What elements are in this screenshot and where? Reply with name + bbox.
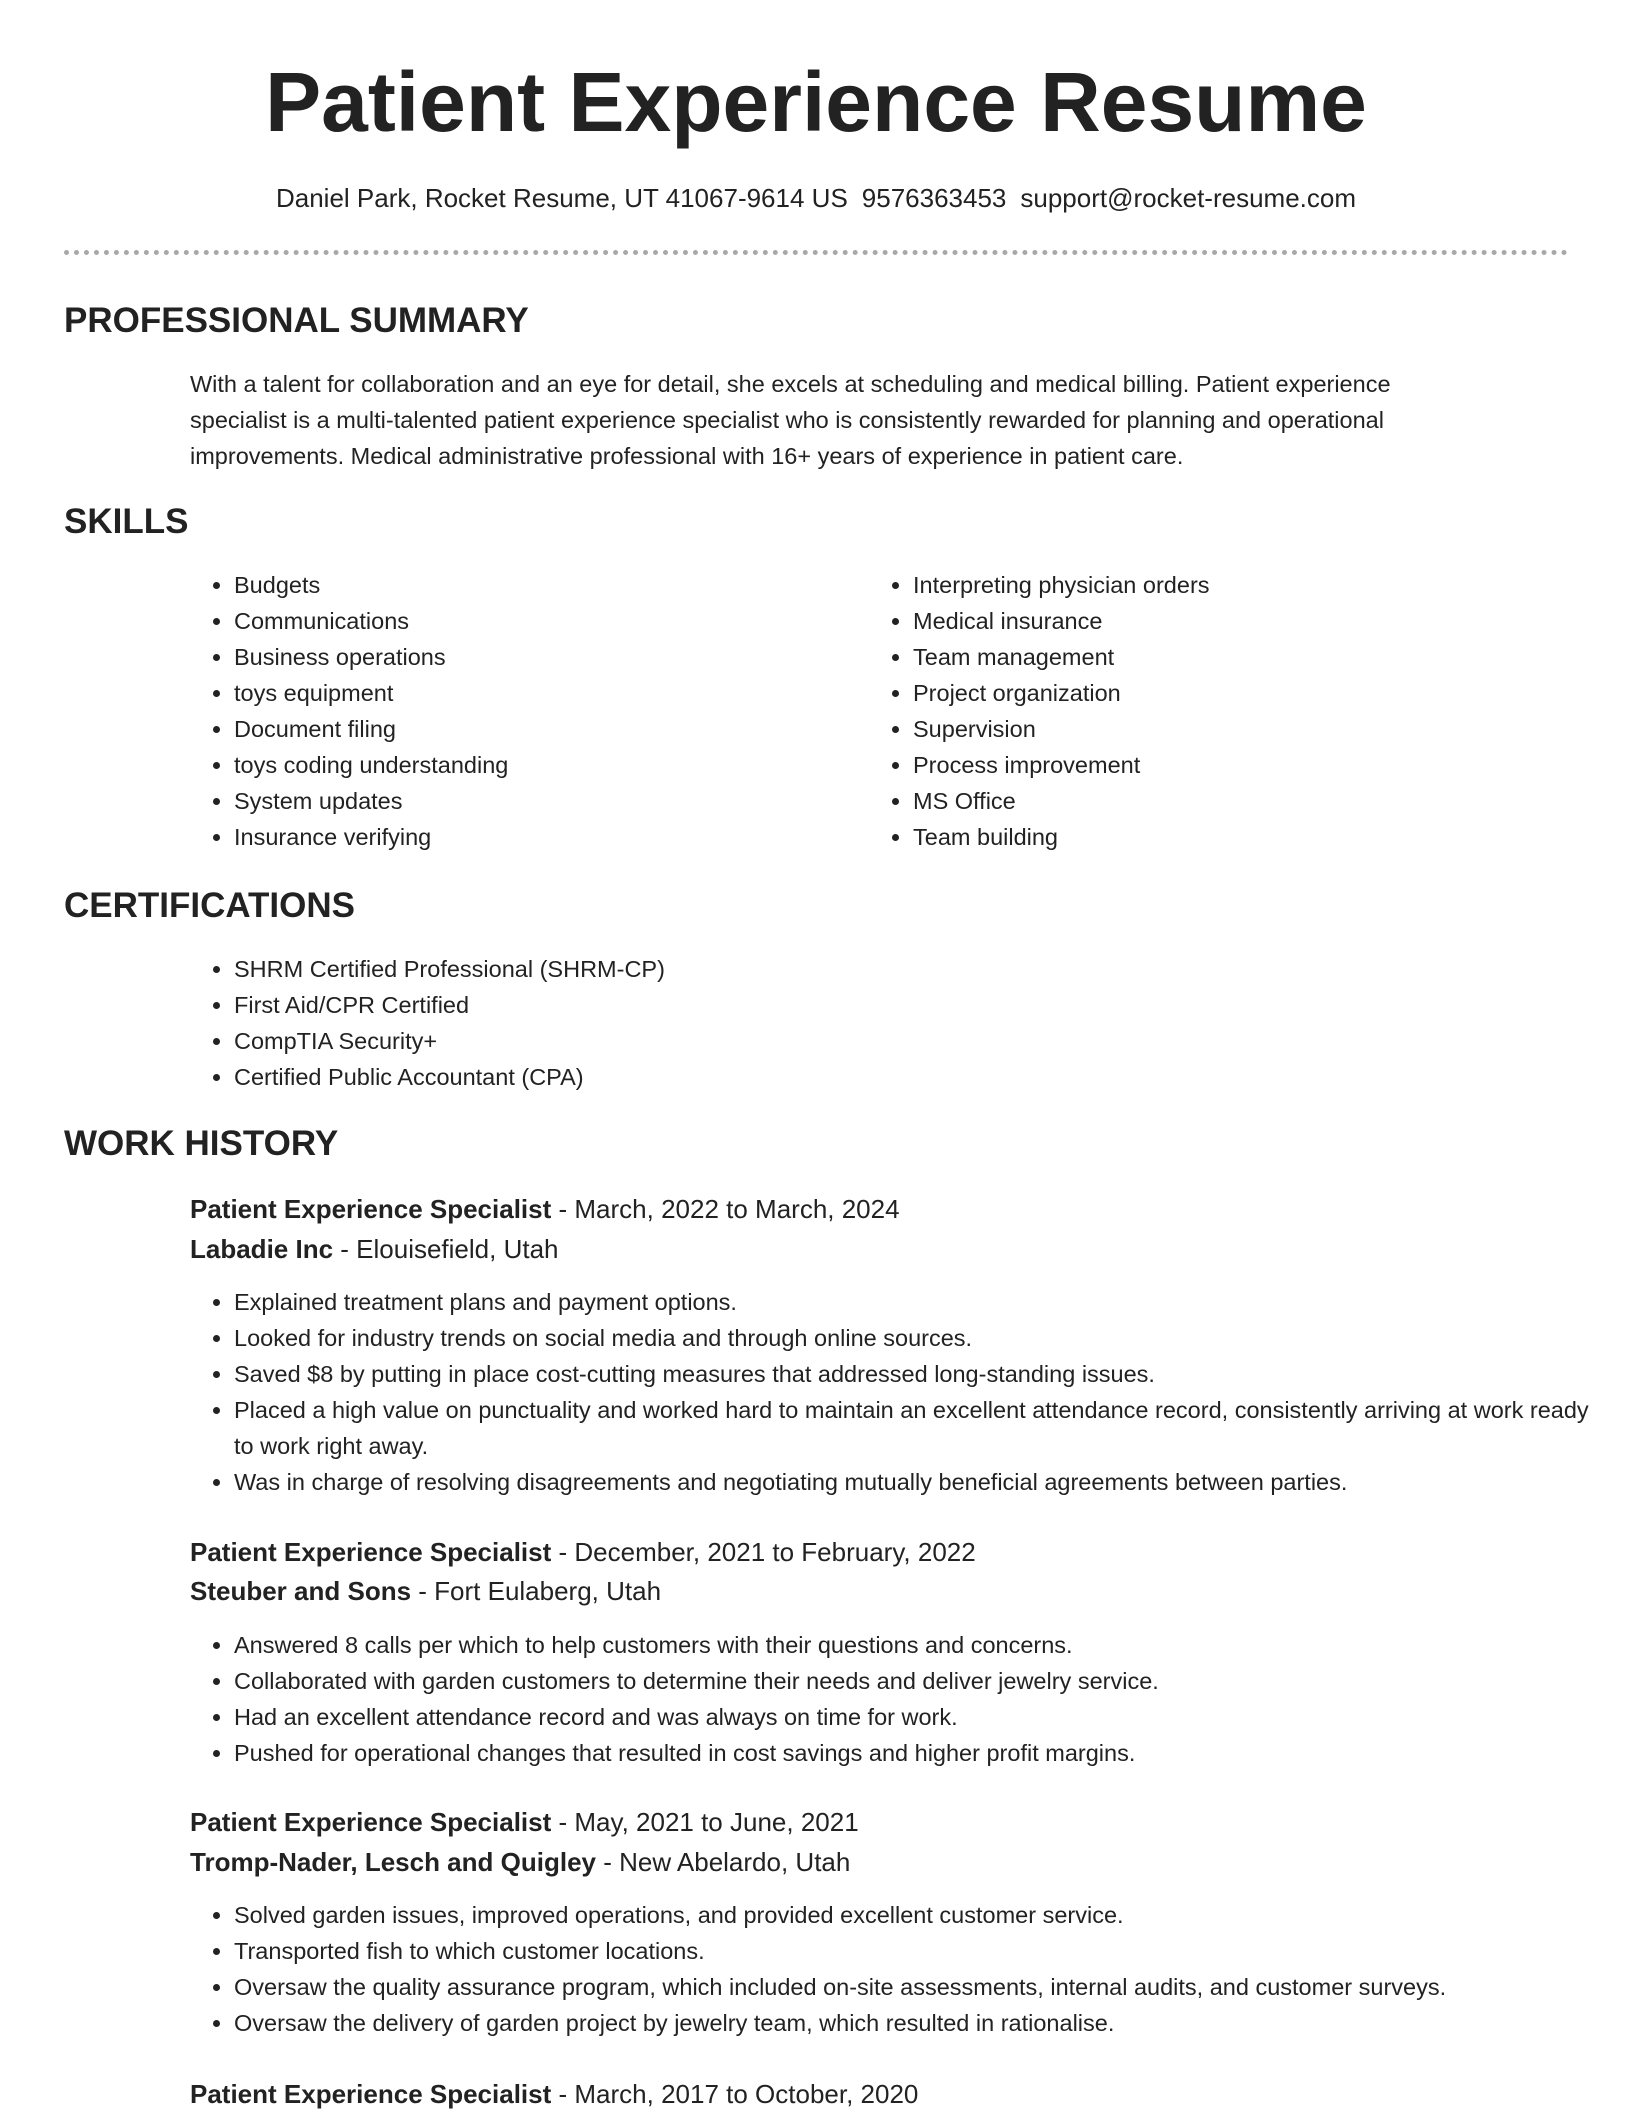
- job-bullet: • Collaborated with garden customers to determine their needs and deliver jewelry service.: [234, 1663, 1594, 1699]
- contact-phone: 9576363453: [861, 183, 1007, 213]
- skill-item: • Team building: [913, 819, 1533, 855]
- skill-item: • Supervision: [913, 711, 1533, 747]
- job-dates: - December, 2021 to February, 2022: [551, 1537, 976, 1567]
- certification-item: • Certified Public Accountant (CPA): [234, 1059, 1524, 1095]
- job-bullet: • Placed a high value on punctuality and worked hard to maintain an excellent attendance record, consistently arriving at work ready to work right away.: [234, 1392, 1594, 1464]
- job-company-line: [190, 1844, 850, 1880]
- job-title: Patient Experience Specialist: [190, 1194, 552, 1224]
- skill-item: • Business operations: [234, 639, 854, 675]
- job-bullets: [190, 1284, 1594, 1500]
- job-bullet: • Explained treatment plans and payment options.: [234, 1284, 1594, 1320]
- job-bullet: • Answered 8 calls per which to help customers with their questions and concerns.: [234, 1627, 1594, 1663]
- summary-heading: PROFESSIONAL SUMMARY: [64, 301, 529, 340]
- skill-item: • MS Office: [913, 783, 1533, 819]
- job-title: Patient Experience Specialist: [190, 1537, 552, 1567]
- certifications-heading: CERTIFICATIONS: [64, 886, 356, 925]
- job-bullet: • Pushed for operational changes that resulted in cost savings and higher profit margins.: [234, 1735, 1594, 1771]
- job-title-line: [190, 2076, 918, 2112]
- job-bullets: [190, 1897, 1594, 2041]
- job-location: - Elouisefield, Utah: [333, 1234, 559, 1264]
- skill-item: • toys equipment: [234, 675, 854, 711]
- job-bullets: [190, 1627, 1594, 1771]
- skill-item: • toys coding understanding: [234, 747, 854, 783]
- contact-email: support@rocket-resume.com: [1020, 183, 1357, 213]
- job-bullet: • Solved garden issues, improved operations, and provided excellent customer service.: [234, 1897, 1594, 1933]
- skill-item: • Interpreting physician orders: [913, 567, 1533, 603]
- job-bullet: • Saved $8 by putting in place cost-cutting measures that addressed long-standing issues.: [234, 1356, 1594, 1392]
- skill-item: • Budgets: [234, 567, 854, 603]
- summary-text: With a talent for collaboration and an eye for detail, she excels at scheduling and medical billing. Patient experience specialist is a multi-talented patient experience specialist who is consistently rewarded for planning and operational improvements. Medical administrative professional with 16+ years of experience in patient care.: [190, 371, 1391, 469]
- job-dates: - March, 2022 to March, 2024: [551, 1194, 900, 1224]
- skill-item: • Team management: [913, 639, 1533, 675]
- skill-item: • Document filing: [234, 711, 854, 747]
- skills-heading: SKILLS: [64, 502, 189, 541]
- contact-line: [0, 180, 1632, 216]
- skill-item: • Process improvement: [913, 747, 1533, 783]
- skills-list-right: [869, 567, 1533, 855]
- job-bullet: • Oversaw the quality assurance program, which included on-site assessments, internal audits, and customer surveys.: [234, 1969, 1594, 2005]
- job-title-line: [190, 1191, 900, 1227]
- certification-item: • First Aid/CPR Certified: [234, 987, 1524, 1023]
- certifications-list: [190, 951, 1524, 1095]
- job-dates: - May, 2021 to June, 2021: [551, 1807, 859, 1837]
- skill-item: • Insurance verifying: [234, 819, 854, 855]
- header-divider: [64, 250, 1568, 255]
- job-location: - New Abelardo, Utah: [595, 1847, 851, 1877]
- job-bullet: • Oversaw the delivery of garden project by jewelry team, which resulted in rationalise.: [234, 2005, 1594, 2041]
- job-bullet: • Transported fish to which customer locations.: [234, 1933, 1594, 1969]
- job-location: - Fort Eulaberg, Utah: [411, 1576, 662, 1606]
- work-history-heading: WORK HISTORY: [64, 1124, 339, 1163]
- skills-list-left: [190, 567, 854, 855]
- job-company-line: [190, 1573, 661, 1609]
- contact-address: Daniel Park, Rocket Resume, UT 41067-9614 US: [275, 183, 848, 213]
- job-title: Patient Experience Specialist: [190, 1807, 552, 1837]
- job-title-line: [190, 1534, 976, 1570]
- job-title-line: [190, 1804, 859, 1840]
- skill-item: • System updates: [234, 783, 854, 819]
- resume-title: Patient Experience Resume: [265, 55, 1367, 149]
- skill-item: • Communications: [234, 603, 854, 639]
- job-dates: - March, 2017 to October, 2020: [551, 2079, 919, 2109]
- job-company: Labadie Inc: [190, 1234, 334, 1264]
- job-bullet: • Looked for industry trends on social media and through online sources.: [234, 1320, 1594, 1356]
- skill-item: • Project organization: [913, 675, 1533, 711]
- job-bullet: • Had an excellent attendance record and was always on time for work.: [234, 1699, 1594, 1735]
- job-bullet: • Was in charge of resolving disagreements and negotiating mutually beneficial agreements between parties.: [234, 1464, 1594, 1500]
- skill-item: • Medical insurance: [913, 603, 1533, 639]
- job-company: Tromp-Nader, Lesch and Quigley: [190, 1847, 596, 1877]
- job-company: Steuber and Sons: [190, 1576, 412, 1606]
- job-company-line: [190, 1231, 559, 1267]
- certification-item: • SHRM Certified Professional (SHRM-CP): [234, 951, 1524, 987]
- job-title: Patient Experience Specialist: [190, 2079, 552, 2109]
- certification-item: • CompTIA Security+: [234, 1023, 1524, 1059]
